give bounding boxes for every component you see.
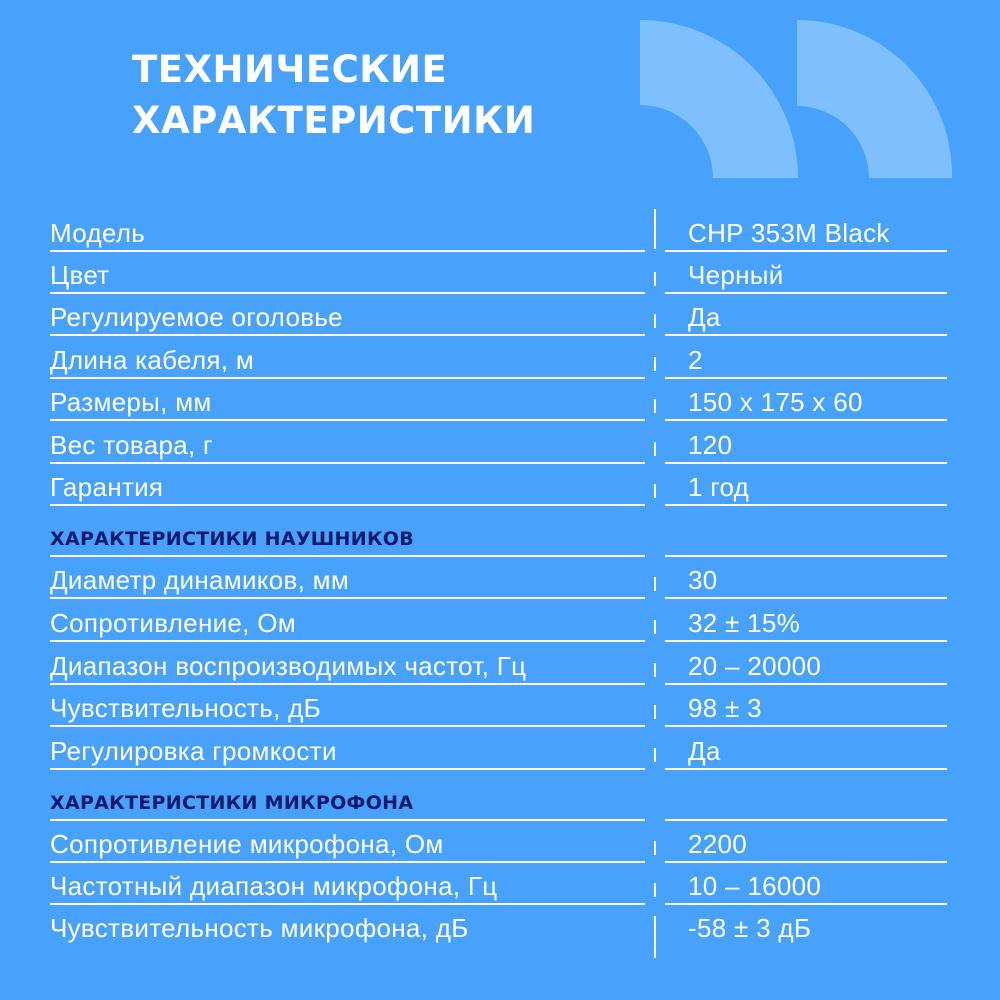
spec-row-headband [0,293,1000,335]
spec-label: Модель [50,218,146,248]
spec-label: Чувствительность микрофона, дБ [50,913,469,943]
spec-label: Регулировка громкости [50,736,337,766]
quote-mark-right [797,20,952,178]
row-divider [665,504,947,506]
spec-value: 98 ± 3 [688,693,762,723]
column-divider [654,314,656,328]
column-divider [654,663,656,677]
spec-value: CHP 353M Black [688,218,890,248]
spec-row-dimensions [0,378,1000,420]
column-divider [654,442,656,456]
spec-label: Цвет [50,260,110,290]
spec-value: 32 ± 15% [688,608,801,638]
spec-value: 2200 [688,829,748,859]
spec-value: 2 [688,345,703,375]
spec-value: Да [688,302,721,332]
spec-value: 150 x 175 x 60 [688,387,863,417]
spec-value: Черный [688,260,784,290]
column-divider [654,748,656,762]
spec-row-cable-length [0,336,1000,378]
spec-row-color [0,251,1000,293]
spec-label: Вес товара, г [50,430,213,460]
spec-value: 20 – 20000 [688,651,822,681]
spec-row-mic-impedance [0,820,1000,862]
quote-mark-left [640,20,798,178]
title-line-1: ТЕХНИЧЕСКИЕ [132,48,448,91]
column-divider [654,841,656,855]
quote-marks-icon [0,0,1000,200]
column-divider [654,357,656,371]
row-divider [50,504,645,506]
spec-label: Регулируемое оголовье [50,302,343,332]
spec-label: Диаметр динамиков, мм [50,565,350,595]
spec-row-sensitivity [0,684,1000,726]
column-divider [654,484,656,498]
row-divider [50,768,645,770]
spec-row-mic-frequency-range [0,862,1000,904]
spec-row-warranty [0,463,1000,505]
spec-label: Чувствительность, дБ [50,693,321,723]
title-line-2: ХАРАКТЕРИСТИКИ [132,99,536,142]
section-microphone [0,777,1000,821]
column-divider [654,272,656,286]
spec-value: 10 – 16000 [688,871,822,901]
spec-row-weight [0,421,1000,463]
spec-label: Частотный диапазон микрофона, Гц [50,871,498,901]
column-divider [654,916,656,958]
column-divider [654,399,656,413]
column-divider [654,577,656,591]
spec-row-mic-sensitivity [0,904,1000,946]
spec-row-impedance [0,599,1000,641]
spec-row-frequency-range [0,642,1000,684]
spec-row-model [0,209,1000,251]
spec-label: Сопротивление, Ом [50,608,296,638]
section-headphones [0,513,1000,557]
spec-value: -58 ± 3 дБ [688,913,812,943]
spec-label: Гарантия [50,472,164,502]
spec-value: 30 [688,565,718,595]
column-divider [654,883,656,897]
spec-row-volume-control [0,727,1000,769]
section-heading: ХАРАКТЕРИСТИКИ МИКРОФОНА [50,792,414,814]
spec-label: Длина кабеля, м [50,345,255,375]
column-divider [654,209,656,249]
spec-label: Сопротивление микрофона, Ом [50,829,444,859]
row-divider [665,768,947,770]
spec-label: Диапазон воспроизводимых частот, Гц [50,651,527,681]
section-heading: ХАРАКТЕРИСТИКИ НАУШНИКОВ [50,528,415,550]
spec-value: 1 год [688,472,750,502]
column-divider [654,705,656,719]
column-divider [654,620,656,634]
spec-value: 120 [688,430,733,460]
spec-label: Размеры, мм [50,387,212,417]
spec-row-driver-diameter [0,556,1000,598]
spec-value: Да [688,736,721,766]
